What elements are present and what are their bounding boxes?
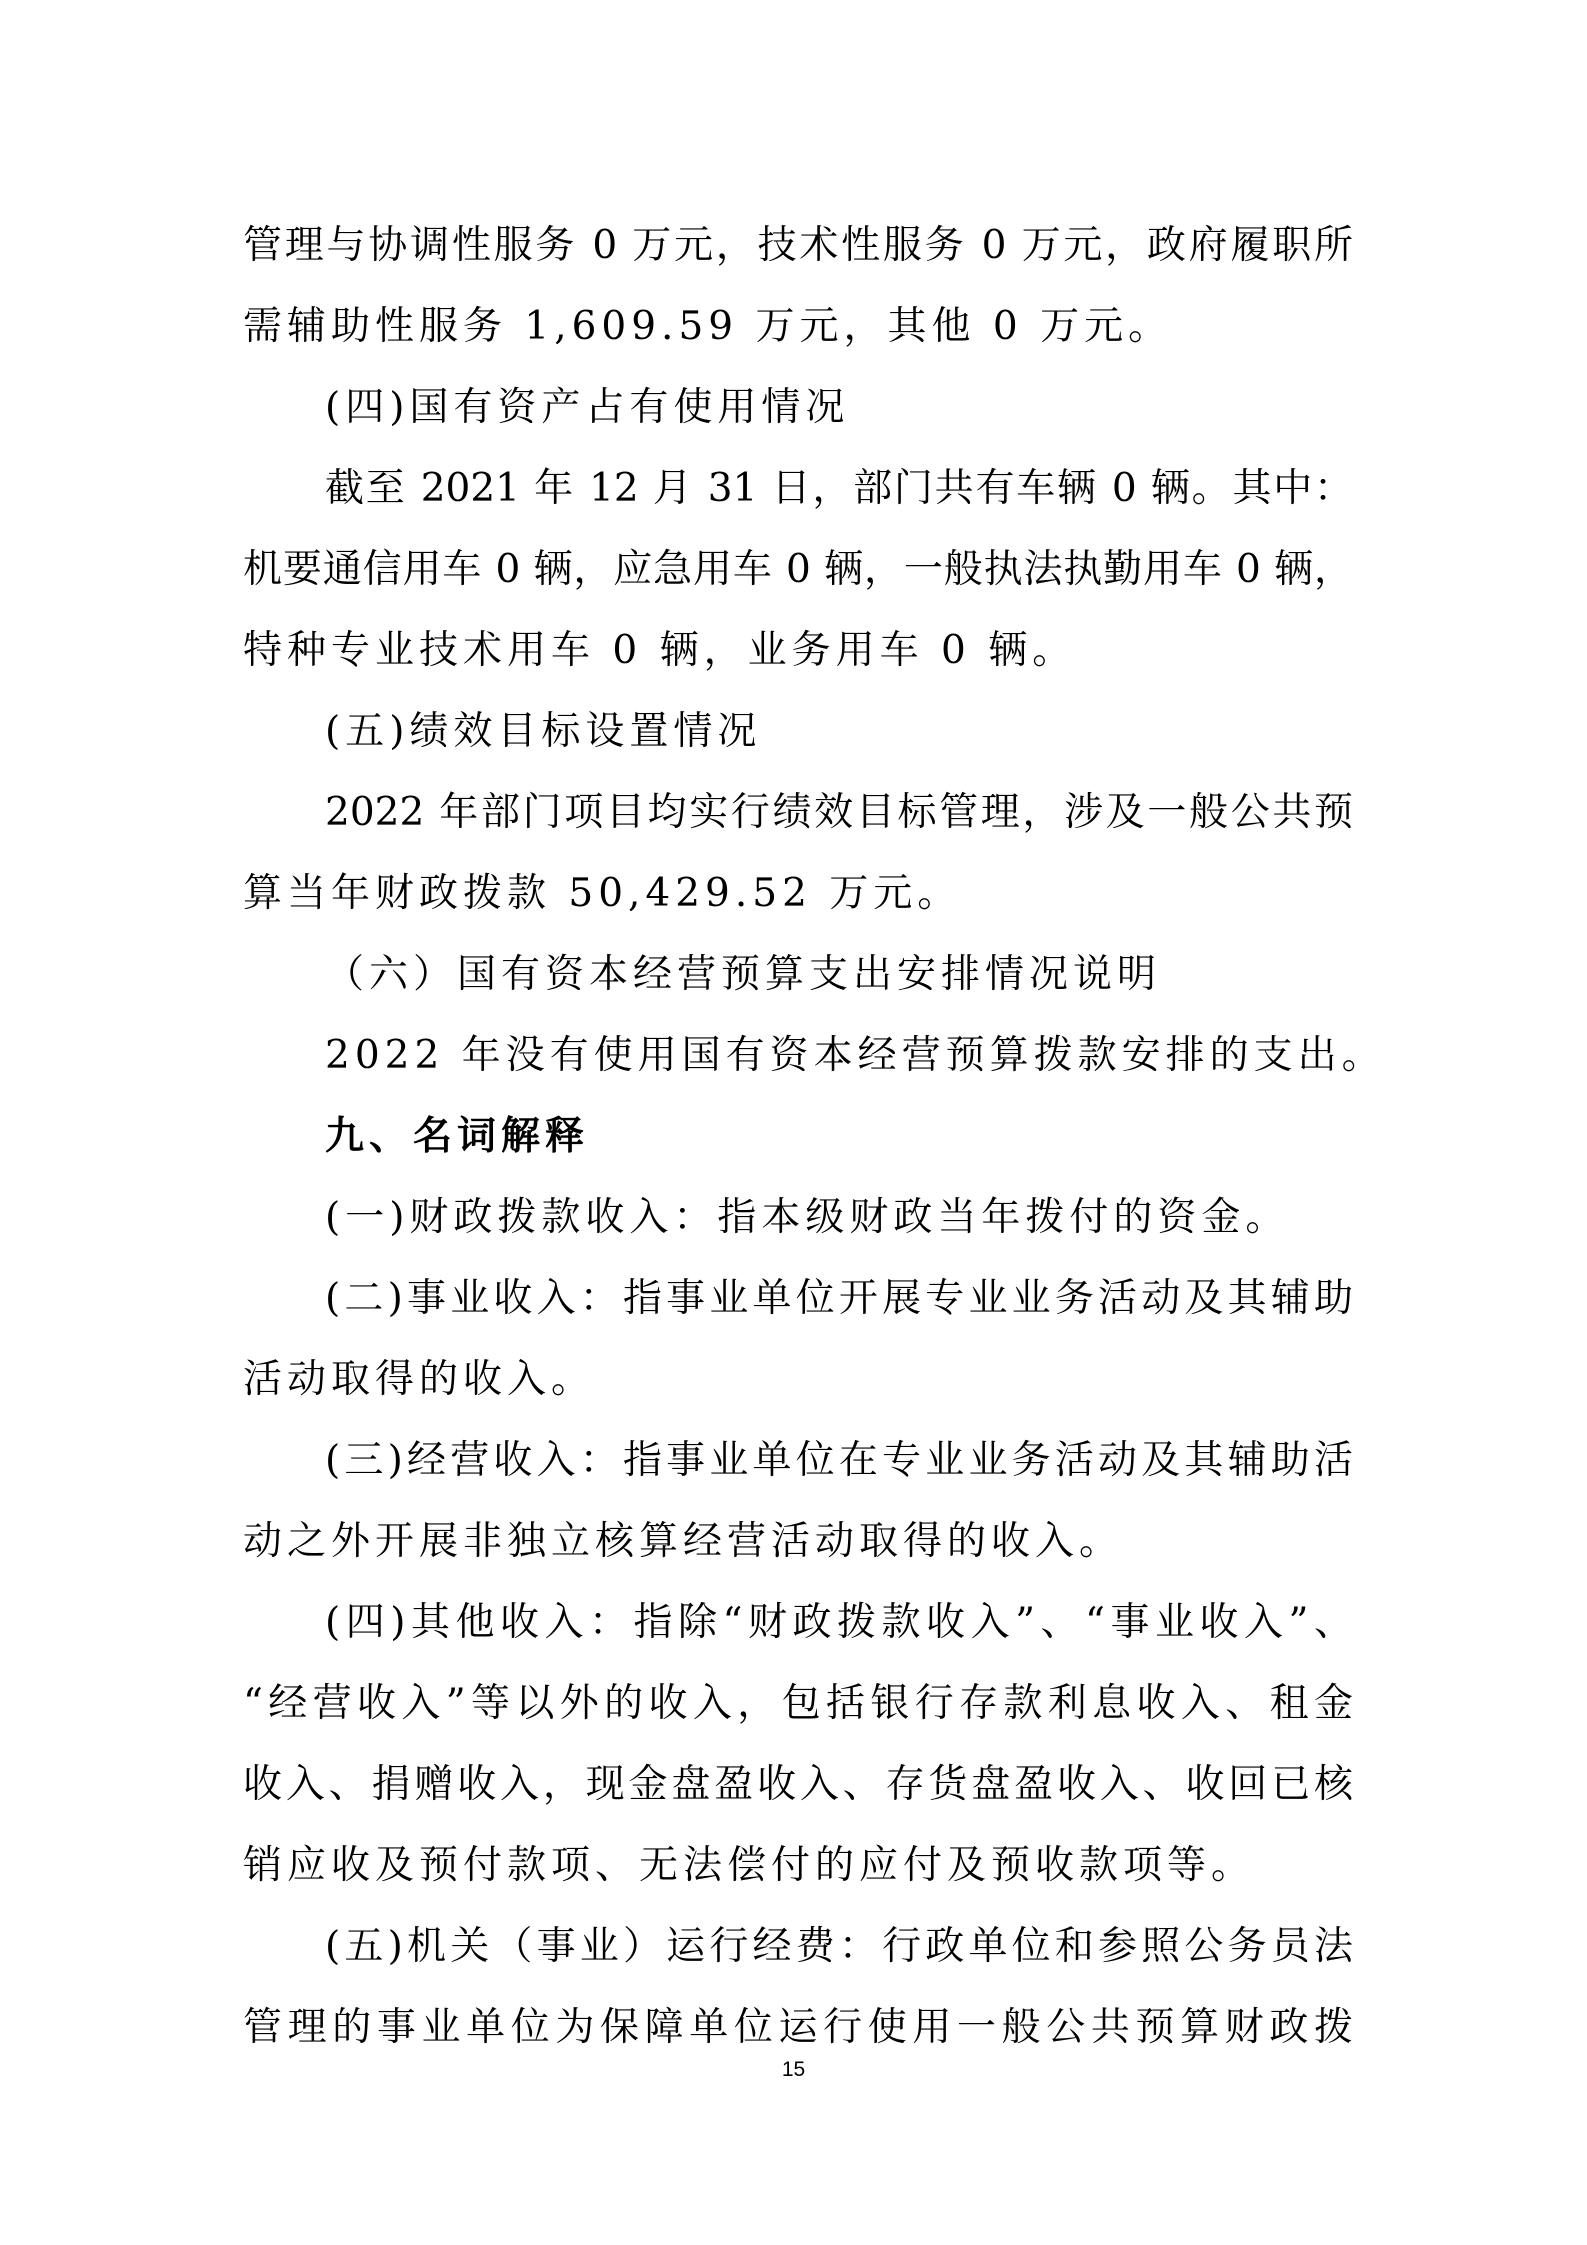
text-line: 需辅助性服务 1,609.59 万元，其他 0 万元。 xyxy=(243,304,1173,349)
text-line: 活动取得的收入。 xyxy=(243,1357,596,1402)
text-line: “经营收入”等以外的收入，包括银行存款利息收入、租金 xyxy=(243,1681,1353,1726)
text-line: 算当年财政拨款 50,429.52 万元。 xyxy=(243,871,962,916)
section-heading: (四)国有资产占有使用情况 xyxy=(325,385,850,430)
text-line: (一)财政拨款收入：指本级财政当年拨付的资金。 xyxy=(325,1195,1290,1240)
section-heading: （六）国有资本经营预算支出安排情况说明 xyxy=(325,952,1162,997)
page-number: 15 xyxy=(781,2058,806,2081)
chapter-heading: 九、名词解释 xyxy=(325,1114,590,1159)
text-line: 销应收及预付款项、无法偿付的应付及预收款项等。 xyxy=(243,1843,1256,1888)
text-line: (四)其他收入：指除“财政拨款收入”、“事业收入”、 xyxy=(325,1600,1353,1645)
text-line: (三)经营收入：指事业单位在专业业务活动及其辅助活 xyxy=(325,1438,1353,1483)
body-text xyxy=(243,205,1386,2068)
text-line: 特种专业技术用车 0 辆，业务用车 0 辆。 xyxy=(243,628,1077,673)
text-line: 机要通信用车 0 辆，应急用车 0 辆，一般执法执勤用车 0 辆， xyxy=(243,547,1353,592)
text-line: 2022 年没有使用国有资本经营预算拨款安排的支出。 xyxy=(325,1033,1386,1078)
text-line: (二)事业收入：指事业单位开展专业业务活动及其辅助 xyxy=(325,1276,1353,1321)
section-heading: (五)绩效目标设置情况 xyxy=(325,709,762,754)
text-line: 管理的事业单位为保障单位运行使用一般公共预算财政拨 xyxy=(243,2005,1353,2050)
text-line: 截至 2021 年 12 月 31 日，部门共有车辆 0 辆。其中： xyxy=(325,466,1353,511)
text-line: (五)机关（事业）运行经费：行政单位和参照公务员法 xyxy=(325,1924,1353,1969)
text-line: 动之外开展非独立核算经营活动取得的收入。 xyxy=(243,1519,1124,1564)
text-line: 管理与协调性服务 0 万元，技术性服务 0 万元，政府履职所 xyxy=(243,223,1353,268)
text-line: 2022 年部门项目均实行绩效目标管理，涉及一般公共预 xyxy=(325,790,1353,835)
text-line: 收入、捐赠收入，现金盘盈收入、存货盘盈收入、收回已核 xyxy=(243,1762,1353,1807)
